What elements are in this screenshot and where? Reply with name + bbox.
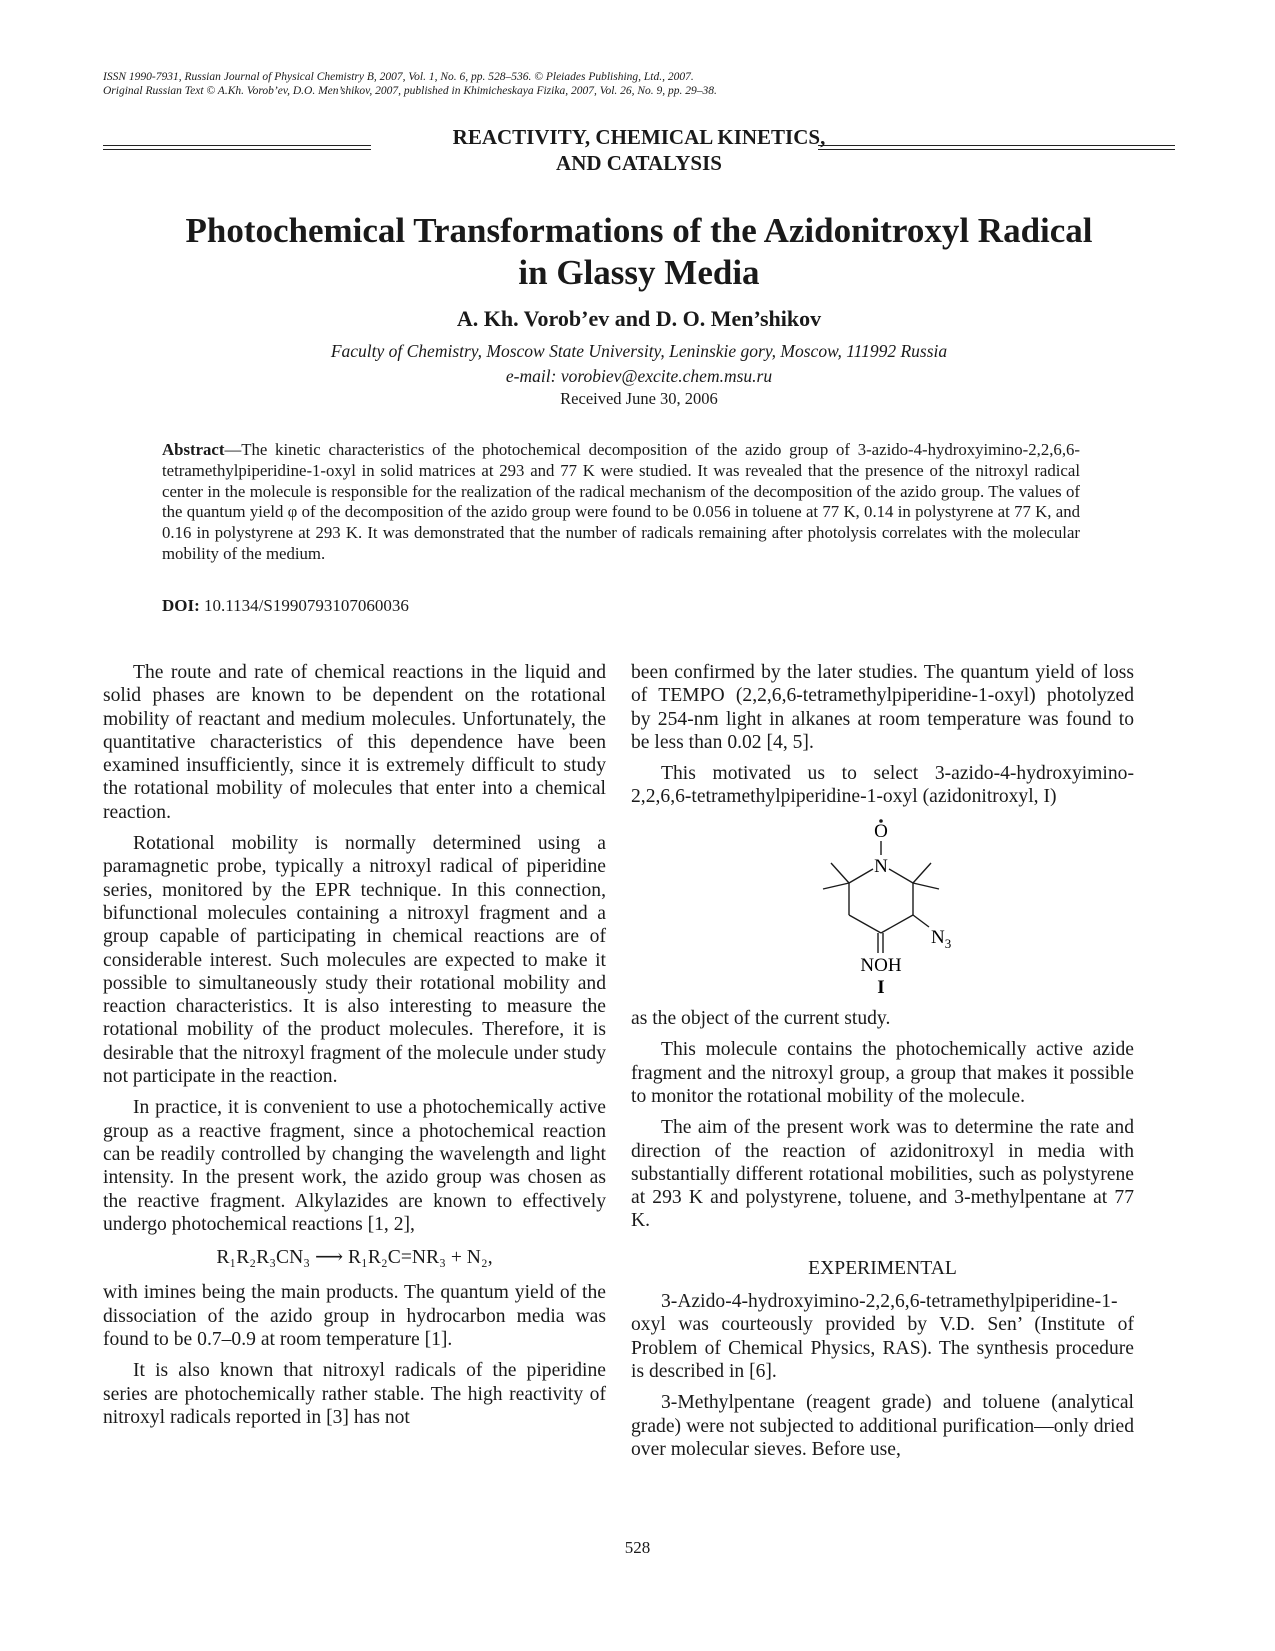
authors: A. Kh. Vorob’ev and D. O. Men’shikov bbox=[456, 306, 822, 331]
paragraph: The aim of the present work was to determine the rate and direction of the reaction of azidonitroxyl in media with substantially different rotational mobilities, such as polystyrene at 293 K and polystyrene, toluene, and 3-methylpentane at 77 K. bbox=[631, 1117, 1134, 1232]
paragraph: as the object of the current study. bbox=[631, 1008, 891, 1030]
azidonitroxyl-structure bbox=[783, 817, 983, 998]
paragraph: This molecule contains the photochemically active azide fragment and the nitroxyl group, a group that makes it possible to monitor the rotational mobility of the molecule. bbox=[631, 1039, 1134, 1107]
paragraph: with imines being the main products. The quantum yield of the dissociation of the azido group in hydrocarbon media was found to be 0.7–0.9 at room temperature [1]. bbox=[103, 1282, 606, 1351]
right-column bbox=[631, 661, 1134, 1469]
paragraph: been confirmed by the later studies. The quantum yield of loss of TEMPO (2,2,6,6-tetramethylpiperidine-1-oxyl) photolyzed by 254-nm light in alkanes at room temperature was found to be less than 0.02 [4, 5]. bbox=[631, 662, 1134, 753]
journal-header bbox=[103, 70, 717, 98]
doi bbox=[162, 596, 409, 616]
section-subheading: EXPERIMENTAL bbox=[808, 1257, 957, 1279]
paragraph: This motivated us to select 3-azido-4-hydroxyimino-2,2,6,6-tetramethylpiperidine-1-oxyl (azidonitroxyl, I) bbox=[631, 763, 1134, 808]
abstract-label: Abstract bbox=[162, 440, 225, 459]
paragraph: In practice, it is convenient to use a photochemically active group as a reactive fragment, since a photochemical reaction can be readily controlled by changing the wavelength and light intensity. In the present work, the azido group was chosen as the reactive fragment. Alkylazides are known to effectively undergo photochemical reactions [1, 2], bbox=[103, 1097, 606, 1235]
nitrogen-label: N bbox=[873, 855, 888, 877]
paragraph: The route and rate of chemical reactions in the liquid and solid phases are known to be dependent on the rotational mobility of reactant and medium molecules. Unfortunately, the quantitative characteristics of this dependence have been examined insufficiently, since it is extremely difficult to study the rotational mobility of molecules that enter into a chemical reaction. bbox=[103, 662, 606, 823]
azide-label: $N_3$ bbox=[930, 926, 951, 951]
paragraph: Rotational mobility is normally determined using a paramagnetic probe, typically a nitroxyl radical of piperidine series, monitored by the EPR technique. In this connection, bifunctional molecules containing a nitroxyl fragment and a group capable of participating in chemical reactions are of considerable interest. Such molecules are expected to make it possible to simultaneously study their rotational mobility and reaction characteristics. It is also interesting to measure the rotational mobility of the product molecules. Therefore, it is desirable that the nitroxyl fragment of the molecule under study not participate in the reaction. bbox=[103, 833, 606, 1088]
doi-value: 10.1134/S1990793107060036 bbox=[204, 596, 409, 615]
oxygen-label: O bbox=[873, 820, 888, 842]
oxime-label: NOH bbox=[859, 954, 902, 976]
left-column bbox=[103, 661, 606, 1437]
compound-label: I bbox=[876, 976, 885, 998]
abstract-text: —The kinetic characteristics of the photochemical decomposition of the azido group of 3-azido-4-hydroxyimino-2,2,6,6-tetramethylpiperidine-1-oxyl in solid matrices at 293 and 77 K were studied. It was revealed that the presence of the nitroxyl radical center in the molecule is responsible for the realization of the radical mechanism of the decomposition of the azido group. The values of the quantum yield φ of the decomposition of the azido group were found to be 0.056 in toluene at 77 K, 0.14 in polystyrene at 77 K, and 0.16 in polystyrene at 293 K. It was demonstrated that the number of radicals remaining after photolysis correlates with the molecular mobility of the medium. bbox=[162, 440, 1080, 563]
received-date: Received June 30, 2006 bbox=[560, 389, 718, 408]
header-line-2: Original Russian Text © A.Kh. Vorob’ev, D.O. Men’shikov, 2007, published in Khimicheskaya Fizika, 2007, Vol. 26, No. 9, pp. 29–38. bbox=[103, 85, 717, 97]
paragraph: It is also known that nitroxyl radicals of the piperidine series are photochemically rather stable. The high reactivity of nitroxyl radicals reported in [3] has not bbox=[103, 1360, 606, 1428]
affiliation: Faculty of Chemistry, Moscow State University, Leninskie gory, Moscow, 111992 Russia e-mail: vorobiev@excite.chem.msu.ru bbox=[103, 339, 1175, 389]
section-heading: REACTIVITY, CHEMICAL KINETICS, AND CATALYSIS bbox=[452, 125, 826, 175]
doi-label: DOI: bbox=[162, 596, 200, 615]
email: e-mail: vorobiev@excite.chem.msu.ru bbox=[505, 366, 773, 386]
paragraph: 3-Methylpentane (reagent grade) and toluene (analytical grade) were not subjected to additional purification—only dried over molecular sieves. Before use, bbox=[631, 1392, 1134, 1460]
reaction-equation: R₁R₂R₃CN₃ ⟶ R₁R₂C=NR₃ + N₂, bbox=[216, 1247, 493, 1269]
chemical-structure bbox=[631, 817, 1134, 998]
page-number: 528 bbox=[624, 1538, 651, 1557]
paper-title: Photochemical Transformations of the Azidonitroxyl Radical in Glassy Media bbox=[185, 211, 1093, 292]
paragraph: 3-Azido-4-hydroxyimino-2,2,6,6-tetramethylpiperidine-1-oxyl was courteously provided by V.D. Sen’ (Institute of Problem of Chemical Physics, RAS). The synthesis procedure is described in [6]. bbox=[631, 1291, 1134, 1382]
abstract bbox=[162, 440, 1080, 565]
header-line-1: ISSN 1990-7931, Russian Journal of Physical Chemistry B, 2007, Vol. 1, No. 6, pp. 528–536. © Pleiades Publishing, Ltd., 2007. bbox=[103, 71, 694, 83]
